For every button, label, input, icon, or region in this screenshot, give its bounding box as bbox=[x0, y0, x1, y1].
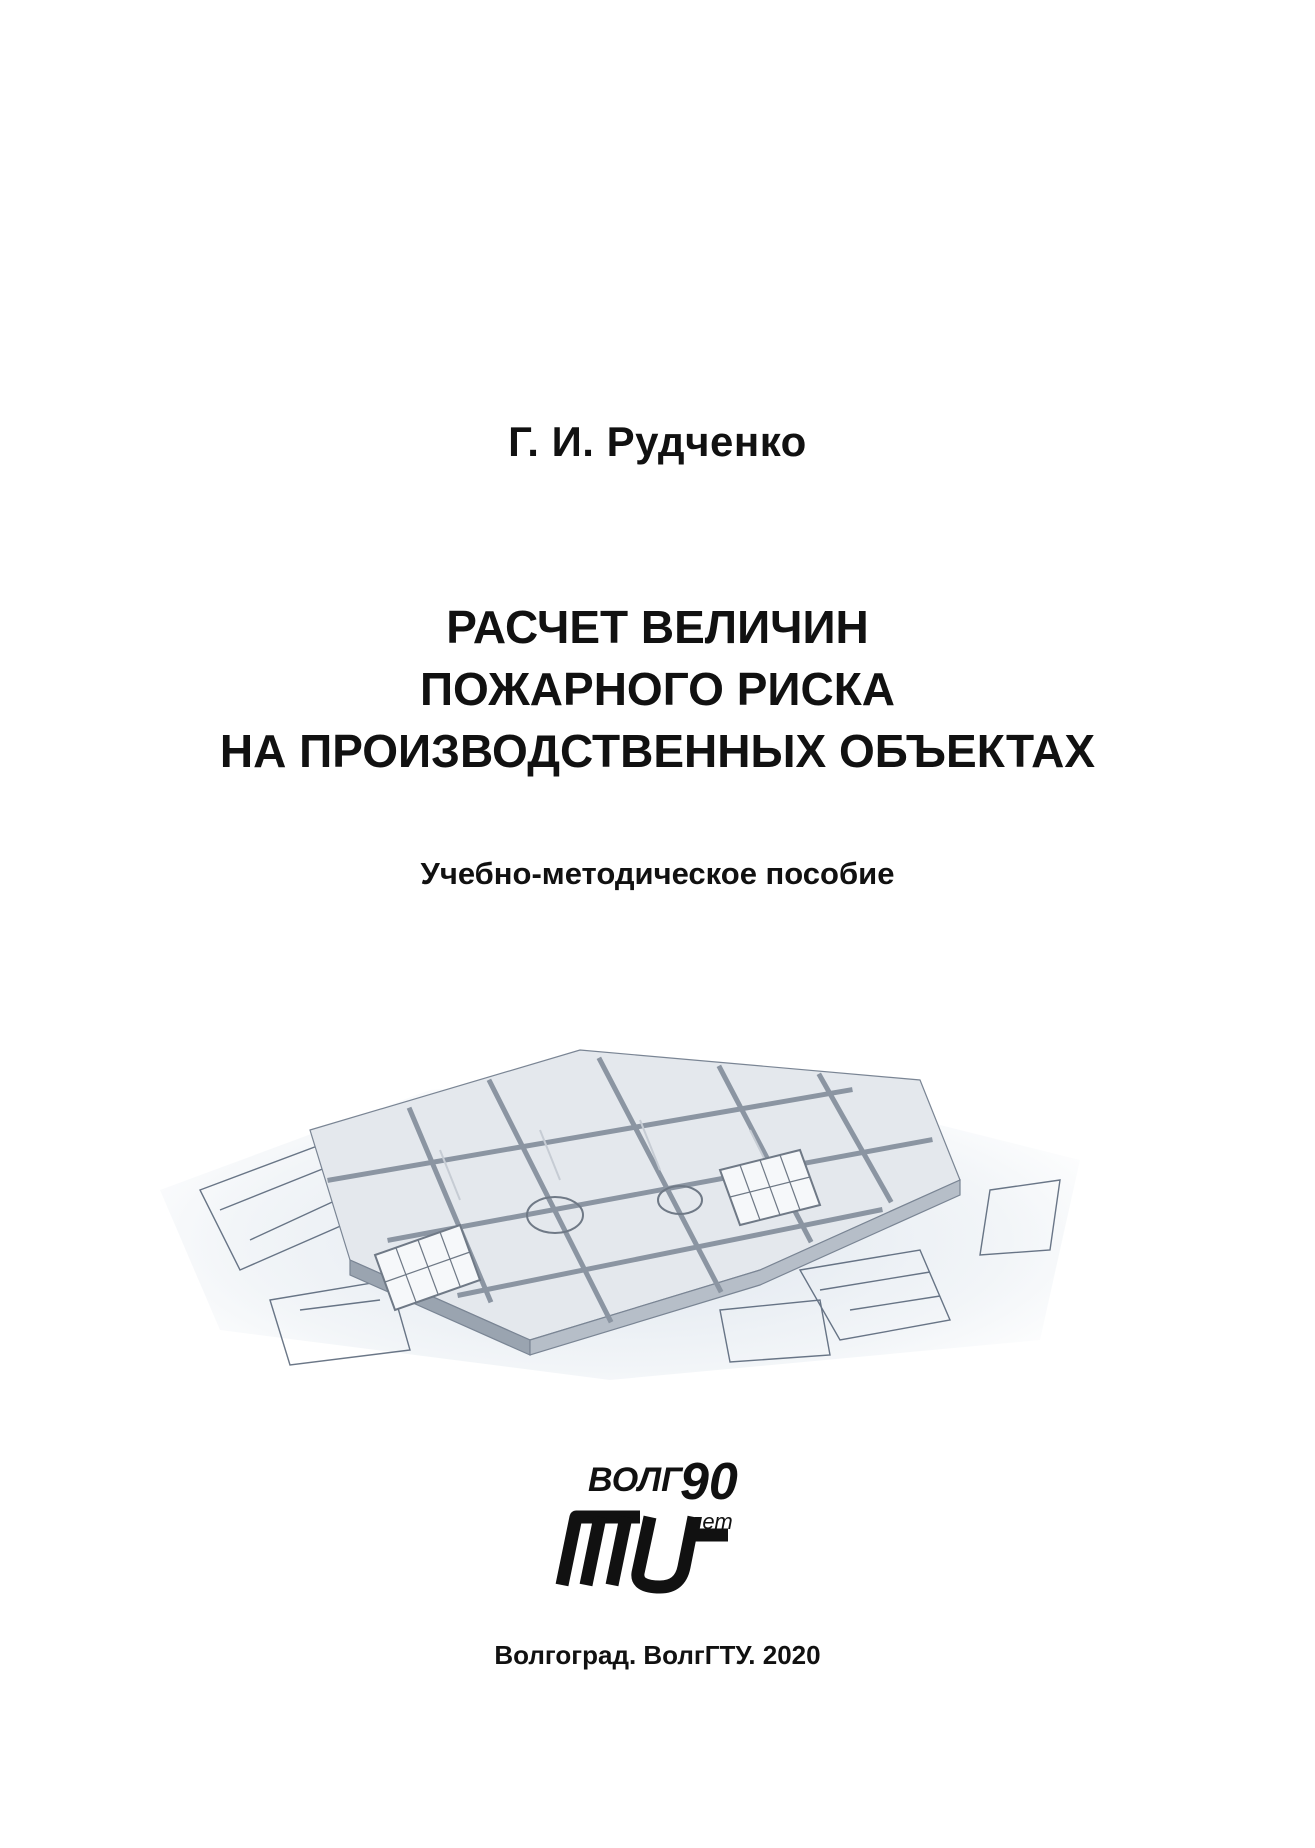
logo-text-small: лет bbox=[690, 1509, 733, 1534]
logo-number: 90 bbox=[680, 1455, 738, 1511]
logo-text-top: ВОЛГ bbox=[588, 1461, 682, 1499]
title-line-3: НА ПРОИЗВОДСТВЕННЫХ ОБЪЕКТАХ bbox=[219, 725, 1096, 777]
author-name: Г. И. Рудченко bbox=[508, 418, 807, 465]
book-subtitle: Учебно-методическое пособие bbox=[420, 856, 895, 891]
title-line-2: ПОЖАРНОГО РИСКА bbox=[419, 663, 895, 715]
building-plan-illustration bbox=[160, 1010, 1080, 1380]
imprint: Волгоград. ВолгГТУ. 2020 bbox=[494, 1640, 821, 1670]
volggtu-90-logo bbox=[540, 1455, 790, 1605]
title-line-1: РАСЧЕТ ВЕЛИЧИН bbox=[446, 601, 869, 653]
book-title bbox=[0, 596, 1315, 782]
